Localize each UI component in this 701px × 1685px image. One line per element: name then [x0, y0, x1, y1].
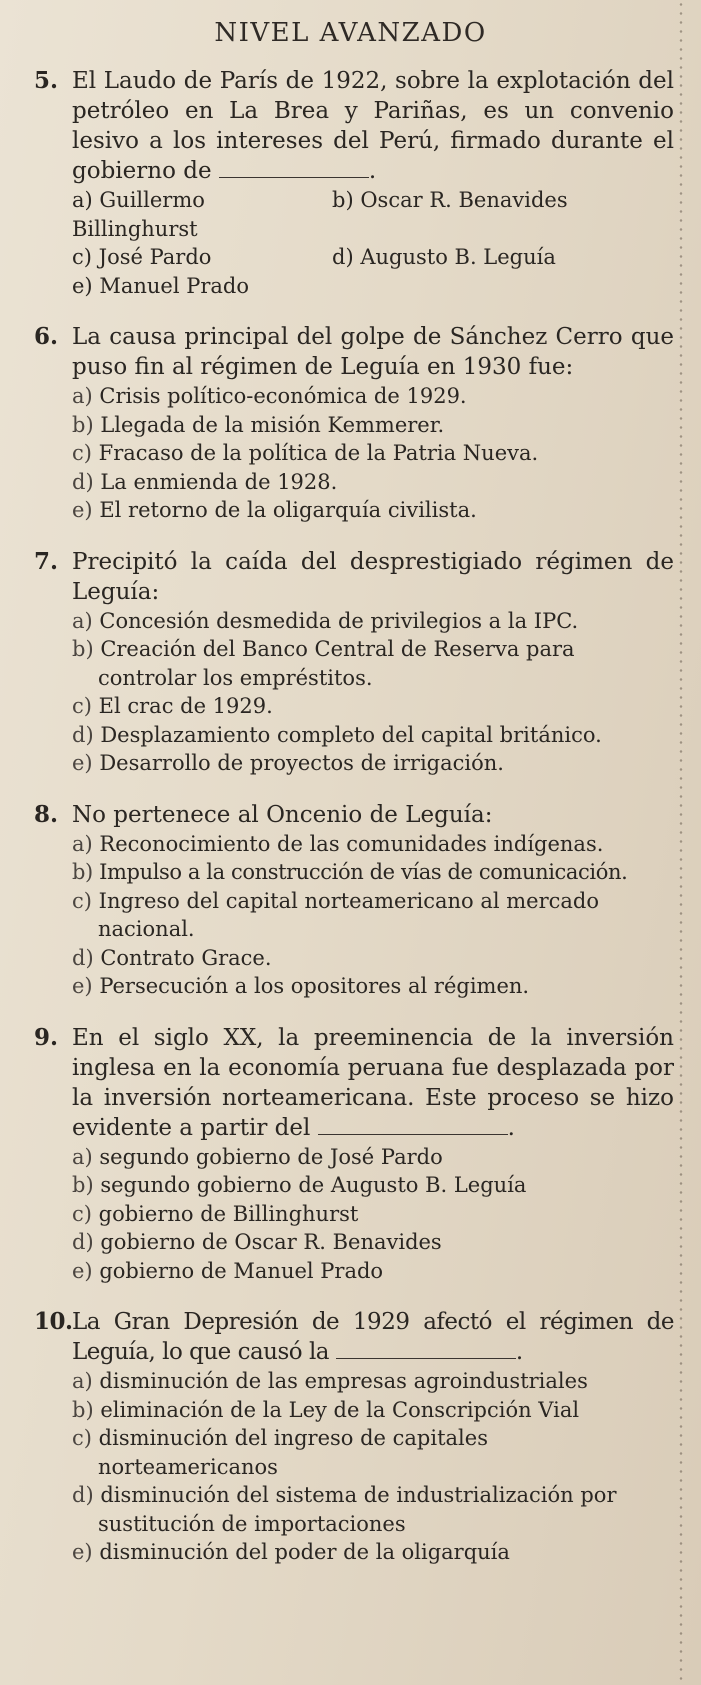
option-letter: a) [72, 384, 93, 408]
option-text: Persecución a los opositores al régimen. [99, 974, 530, 998]
option-c [72, 243, 332, 272]
option-letter: d) [72, 1230, 94, 1254]
option-e [34, 1538, 674, 1567]
option-a [72, 186, 332, 243]
option-letter: c) [72, 441, 92, 465]
option-e [34, 496, 674, 525]
option-letter: b) [72, 637, 94, 661]
option-letter: d) [72, 945, 94, 970]
option-letter: c) [72, 1426, 92, 1450]
question-body: La causa principal del golpe de Sánchez Cerro que puso fin al régimen de Leguía en 1930 fue: [72, 324, 674, 380]
question-number: 7. [34, 547, 59, 575]
question-number: 6. [34, 323, 59, 350]
option-a [34, 1143, 674, 1172]
option-text: Ingreso del capital norteamericano al mercado nacional. [98, 888, 600, 941]
option-b [34, 635, 674, 692]
option-text: eliminación de la Ley de la Conscripción Vial [100, 1397, 580, 1422]
option-letter: c) [72, 888, 92, 913]
option-text: Augusto B. Leguía [360, 245, 556, 269]
option-letter: b) [332, 188, 354, 212]
option-d [332, 243, 556, 272]
question-5 [34, 66, 674, 300]
question-end: . [515, 1339, 523, 1365]
option-text: Crisis político-económica de 1929. [99, 384, 467, 408]
option-letter: a) [72, 831, 93, 856]
option-d [34, 1481, 674, 1538]
option-text: La enmienda de 1928. [100, 469, 338, 494]
option-text: Desplazamiento completo del capital británico. [100, 722, 602, 747]
option-c [34, 1200, 674, 1229]
option-d [34, 944, 674, 973]
option-letter: e) [72, 498, 93, 522]
option-c [34, 887, 674, 944]
option-e [34, 972, 674, 1001]
option-b [34, 858, 674, 887]
option-letter: e) [72, 1540, 93, 1564]
option-letter: a) [72, 1369, 93, 1393]
question-body: En el siglo XX, la preeminencia de la inversión inglesa en la economía peruana fue desplazada por la inversión norteamericana. Este proceso se hizo evidente a partir del [72, 1024, 674, 1141]
option-a [34, 607, 674, 636]
option-letter: d) [72, 1483, 94, 1507]
question-body: La Gran Depresión de 1929 afectó el régimen de Leguía, lo que causó la [72, 1309, 674, 1365]
option-letter: a) [72, 1144, 93, 1169]
question-body: No pertenece al Oncenio de Leguía: [72, 801, 493, 828]
option-text: segundo gobierno de Augusto B. Leguía [100, 1173, 527, 1197]
option-text: El crac de 1929. [98, 694, 273, 718]
option-text: José Pardo [98, 245, 212, 269]
option-letter: d) [332, 245, 354, 269]
option-e [34, 1257, 674, 1286]
option-text: gobierno de Billinghurst [98, 1201, 359, 1226]
question-10 [34, 1307, 674, 1567]
option-a [34, 1367, 674, 1396]
question-body: Precipitó la caída del desprestigiado régimen de Leguía: [72, 548, 674, 605]
option-text: disminución de las empresas agroindustriales [99, 1369, 588, 1393]
option-a [34, 382, 674, 411]
question-text [34, 800, 674, 830]
option-b [34, 1171, 674, 1200]
option-letter: e) [72, 1258, 93, 1283]
option-row [34, 272, 674, 301]
option-text: Oscar R. Benavides [360, 188, 568, 212]
question-text [34, 547, 674, 607]
page-title: NIVEL AVANZADO [214, 18, 487, 48]
option-text: segundo gobierno de José Pardo [99, 1144, 443, 1169]
question-8 [34, 800, 674, 1001]
answer-blank [336, 1340, 516, 1359]
option-row [34, 243, 674, 272]
option-text: Guillermo Billinghurst [72, 188, 205, 241]
option-letter: a) [72, 608, 93, 633]
option-letter: e) [72, 974, 93, 998]
question-text [34, 322, 674, 382]
option-c [34, 439, 674, 468]
question-text [34, 1307, 674, 1367]
option-e [72, 272, 249, 301]
option-b [34, 1396, 674, 1425]
question-end: . [368, 158, 377, 184]
option-a [34, 830, 674, 859]
option-text: gobierno de Manuel Prado [99, 1258, 384, 1283]
question-number: 10. [34, 1308, 73, 1335]
option-letter: c) [72, 1201, 92, 1226]
option-text: El retorno de la oligarquía civilista. [99, 498, 477, 522]
option-text: disminución del poder de la oligarquía [99, 1540, 510, 1564]
option-text: Desarrollo de proyectos de irrigación. [99, 751, 504, 775]
question-text [34, 1023, 674, 1143]
option-letter: c) [72, 694, 92, 718]
option-e [34, 749, 674, 778]
option-c [34, 1424, 674, 1481]
option-b [34, 411, 674, 440]
option-letter: a) [72, 188, 93, 212]
question-number: 8. [34, 800, 59, 828]
option-letter: b) [72, 412, 94, 437]
option-text: Reconocimiento de las comunidades indígenas. [99, 831, 604, 856]
question-body: El Laudo de París de 1922, sobre la explotación del petróleo en La Brea y Pariñas, es un convenio lesivo a los intereses del Perú, firmado durante el gobierno de [72, 68, 674, 184]
option-letter: e) [72, 273, 93, 298]
option-text: Impulso a la construcción de vías de comunicación. [99, 860, 628, 884]
question-number: 9. [34, 1023, 59, 1051]
option-text: Fracaso de la política de la Patria Nueva. [98, 441, 539, 465]
option-letter: d) [72, 469, 94, 494]
option-d [34, 468, 674, 497]
option-letter: b) [72, 1397, 94, 1422]
option-text: disminución del sistema de industrialización por sustitución de importaciones [98, 1483, 617, 1536]
option-letter: c) [72, 245, 92, 269]
option-row [34, 186, 674, 243]
option-d [34, 721, 674, 750]
answer-blank [219, 159, 369, 178]
question-end: . [507, 1114, 515, 1141]
option-letter: d) [72, 722, 94, 747]
question-text [34, 66, 674, 186]
option-b [332, 186, 568, 243]
question-9 [34, 1023, 674, 1286]
option-c [34, 692, 674, 721]
option-letter: b) [72, 860, 93, 884]
option-text: Manuel Prado [99, 273, 249, 298]
option-letter: e) [72, 751, 93, 775]
option-text: disminución del ingreso de capitales norteamericanos [98, 1426, 488, 1479]
option-text: Concesión desmedida de privilegios a la IPC. [99, 608, 579, 633]
question-6 [34, 322, 674, 525]
option-letter: b) [72, 1173, 94, 1197]
option-text: Creación del Banco Central de Reserva para controlar los empréstitos. [98, 637, 575, 690]
answer-blank [318, 1116, 508, 1135]
question-7 [34, 547, 674, 778]
option-text: gobierno de Oscar R. Benavides [100, 1230, 442, 1254]
option-text: Llegada de la misión Kemmerer. [100, 412, 445, 437]
question-number: 5. [34, 67, 59, 94]
perforation-edge [679, 0, 683, 1685]
question-list [34, 66, 674, 1589]
option-d [34, 1228, 674, 1257]
option-text: Contrato Grace. [100, 945, 272, 970]
